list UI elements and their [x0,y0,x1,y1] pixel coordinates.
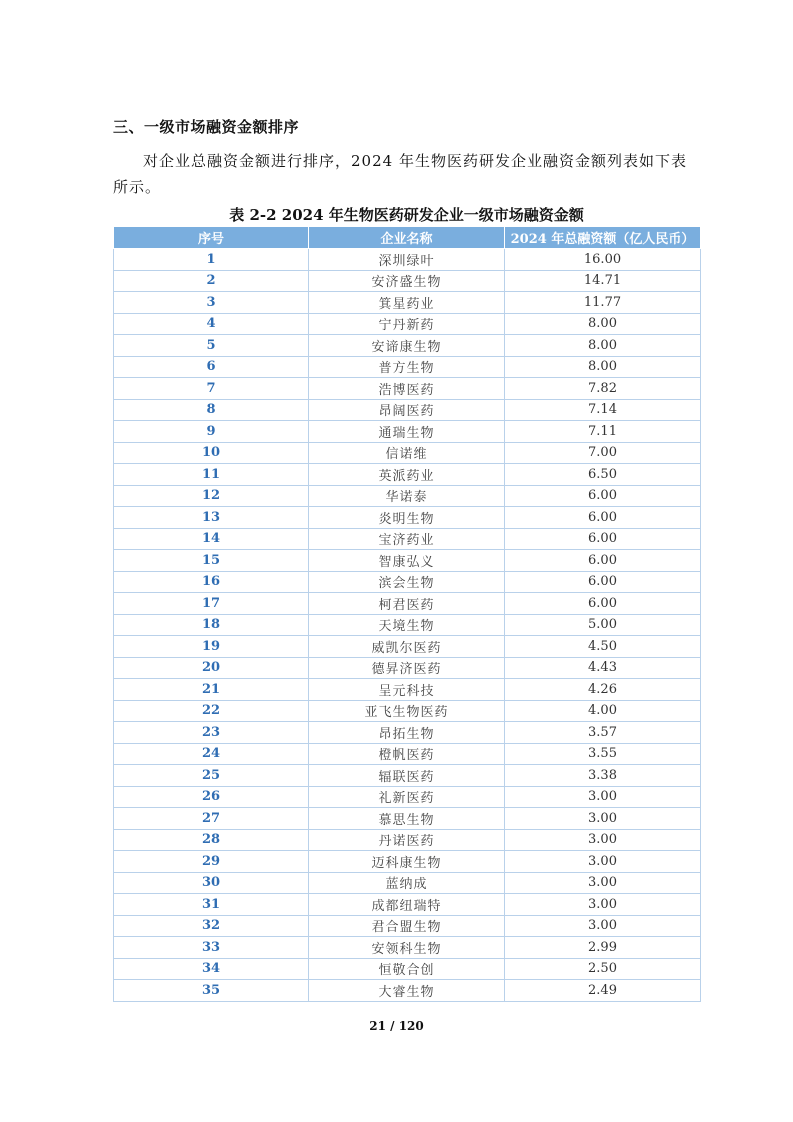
financing-amount: 8.00 [505,356,701,378]
company-name: 昂拓生物 [309,722,505,744]
company-name: 箕星药业 [309,292,505,314]
table-row [114,270,701,292]
header-index: 序号 [114,227,309,249]
company-name: 普方生物 [309,356,505,378]
row-index: 32 [114,915,309,937]
row-index: 16 [114,571,309,593]
table-row [114,614,701,636]
table-row [114,485,701,507]
company-name: 橙帆医药 [309,743,505,765]
table-row [114,872,701,894]
company-name: 信诺维 [309,442,505,464]
company-name: 宁丹新药 [309,313,505,335]
financing-amount: 3.00 [505,786,701,808]
company-name: 华诺泰 [309,485,505,507]
company-name: 大睿生物 [309,980,505,1002]
row-index: 12 [114,485,309,507]
row-index: 8 [114,399,309,421]
financing-amount: 3.55 [505,743,701,765]
table-caption: 表 2-2 2024 年生物医药研发企业一级市场融资金额 [229,206,584,224]
financing-amount: 6.00 [505,571,701,593]
financing-amount: 4.26 [505,679,701,701]
company-name: 通瑞生物 [309,421,505,443]
table-row [114,894,701,916]
table-row [114,464,701,486]
company-name: 礼新医药 [309,786,505,808]
financing-amount: 3.00 [505,829,701,851]
table-row [114,722,701,744]
row-index: 35 [114,980,309,1002]
company-name: 英派药业 [309,464,505,486]
row-index: 5 [114,335,309,357]
table-row [114,593,701,615]
intro-paragraph: 对企业总融资金额进行排序，2024 年生物医药研发企业融资金额列表如下表所示。 [113,152,687,196]
company-name: 蓝纳成 [309,872,505,894]
row-index: 31 [114,894,309,916]
company-name: 炎明生物 [309,507,505,529]
row-index: 1 [114,249,309,271]
table-row [114,808,701,830]
row-index: 2 [114,270,309,292]
table-row [114,851,701,873]
financing-amount: 6.00 [505,550,701,572]
row-index: 27 [114,808,309,830]
financing-amount: 7.14 [505,399,701,421]
row-index: 28 [114,829,309,851]
table-row [114,292,701,314]
table-row [114,915,701,937]
financing-amount: 5.00 [505,614,701,636]
financing-amount: 3.57 [505,722,701,744]
row-index: 4 [114,313,309,335]
financing-amount: 4.43 [505,657,701,679]
table-row [114,700,701,722]
table-row [114,335,701,357]
company-name: 柯君医药 [309,593,505,615]
table-row [114,378,701,400]
table-row [114,657,701,679]
table-row [114,636,701,658]
financing-amount: 2.49 [505,980,701,1002]
company-name: 威凯尔医药 [309,636,505,658]
row-index: 3 [114,292,309,314]
company-name: 亚飞生物医药 [309,700,505,722]
row-index: 7 [114,378,309,400]
table-row [114,786,701,808]
table-row [114,249,701,271]
table-row [114,313,701,335]
row-index: 24 [114,743,309,765]
financing-amount: 7.11 [505,421,701,443]
financing-amount: 14.71 [505,270,701,292]
financing-amount: 3.00 [505,808,701,830]
row-index: 14 [114,528,309,550]
row-index: 33 [114,937,309,959]
table-row [114,571,701,593]
row-index: 29 [114,851,309,873]
table-row [114,937,701,959]
company-name: 宝济药业 [309,528,505,550]
financing-amount: 8.00 [505,335,701,357]
financing-amount: 3.38 [505,765,701,787]
financing-amount: 6.00 [505,593,701,615]
financing-amount: 16.00 [505,249,701,271]
table-row [114,399,701,421]
company-name: 智康弘义 [309,550,505,572]
financing-amount: 6.50 [505,464,701,486]
row-index: 17 [114,593,309,615]
row-index: 21 [114,679,309,701]
row-index: 23 [114,722,309,744]
row-index: 22 [114,700,309,722]
table-row [114,550,701,572]
table-row [114,528,701,550]
table-row [114,958,701,980]
financing-amount: 4.50 [505,636,701,658]
company-name: 昂阔医药 [309,399,505,421]
table-header-row [114,227,701,249]
financing-amount: 2.50 [505,958,701,980]
page-number: 21 / 120 [369,1019,424,1033]
table-row [114,980,701,1002]
header-amount: 2024 年总融资额（亿人民币） [505,227,701,249]
row-index: 34 [114,958,309,980]
company-name: 丹诺医药 [309,829,505,851]
financing-amount: 3.00 [505,872,701,894]
company-name: 浩博医药 [309,378,505,400]
row-index: 15 [114,550,309,572]
row-index: 9 [114,421,309,443]
financing-amount: 3.00 [505,915,701,937]
company-name: 成都纽瑞特 [309,894,505,916]
financing-amount: 6.00 [505,485,701,507]
financing-amount: 3.00 [505,851,701,873]
row-index: 10 [114,442,309,464]
financing-amount: 6.00 [505,528,701,550]
table-row [114,679,701,701]
company-name: 辐联医药 [309,765,505,787]
financing-amount: 4.00 [505,700,701,722]
company-name: 滨会生物 [309,571,505,593]
company-name: 迈科康生物 [309,851,505,873]
table-row [114,442,701,464]
financing-amount: 7.00 [505,442,701,464]
row-index: 11 [114,464,309,486]
company-name: 德昇济医药 [309,657,505,679]
company-name: 安谛康生物 [309,335,505,357]
row-index: 18 [114,614,309,636]
company-name: 慕思生物 [309,808,505,830]
row-index: 6 [114,356,309,378]
table-body [114,249,701,1002]
financing-amount: 3.00 [505,894,701,916]
company-name: 呈元科技 [309,679,505,701]
table-row [114,743,701,765]
table-row [114,507,701,529]
row-index: 25 [114,765,309,787]
row-index: 20 [114,657,309,679]
section-heading: 三、一级市场融资金额排序 [113,118,300,136]
row-index: 26 [114,786,309,808]
row-index: 19 [114,636,309,658]
financing-amount: 11.77 [505,292,701,314]
header-company: 企业名称 [309,227,505,249]
company-name: 恒敬合创 [309,958,505,980]
table-row [114,765,701,787]
financing-amount: 6.00 [505,507,701,529]
company-name: 安济盛生物 [309,270,505,292]
company-name: 天境生物 [309,614,505,636]
financing-table [113,226,701,1002]
financing-amount: 7.82 [505,378,701,400]
company-name: 安领科生物 [309,937,505,959]
company-name: 深圳绿叶 [309,249,505,271]
row-index: 13 [114,507,309,529]
row-index: 30 [114,872,309,894]
table-row [114,421,701,443]
company-name: 君合盟生物 [309,915,505,937]
table-row [114,829,701,851]
financing-amount: 2.99 [505,937,701,959]
table-row [114,356,701,378]
financing-amount: 8.00 [505,313,701,335]
